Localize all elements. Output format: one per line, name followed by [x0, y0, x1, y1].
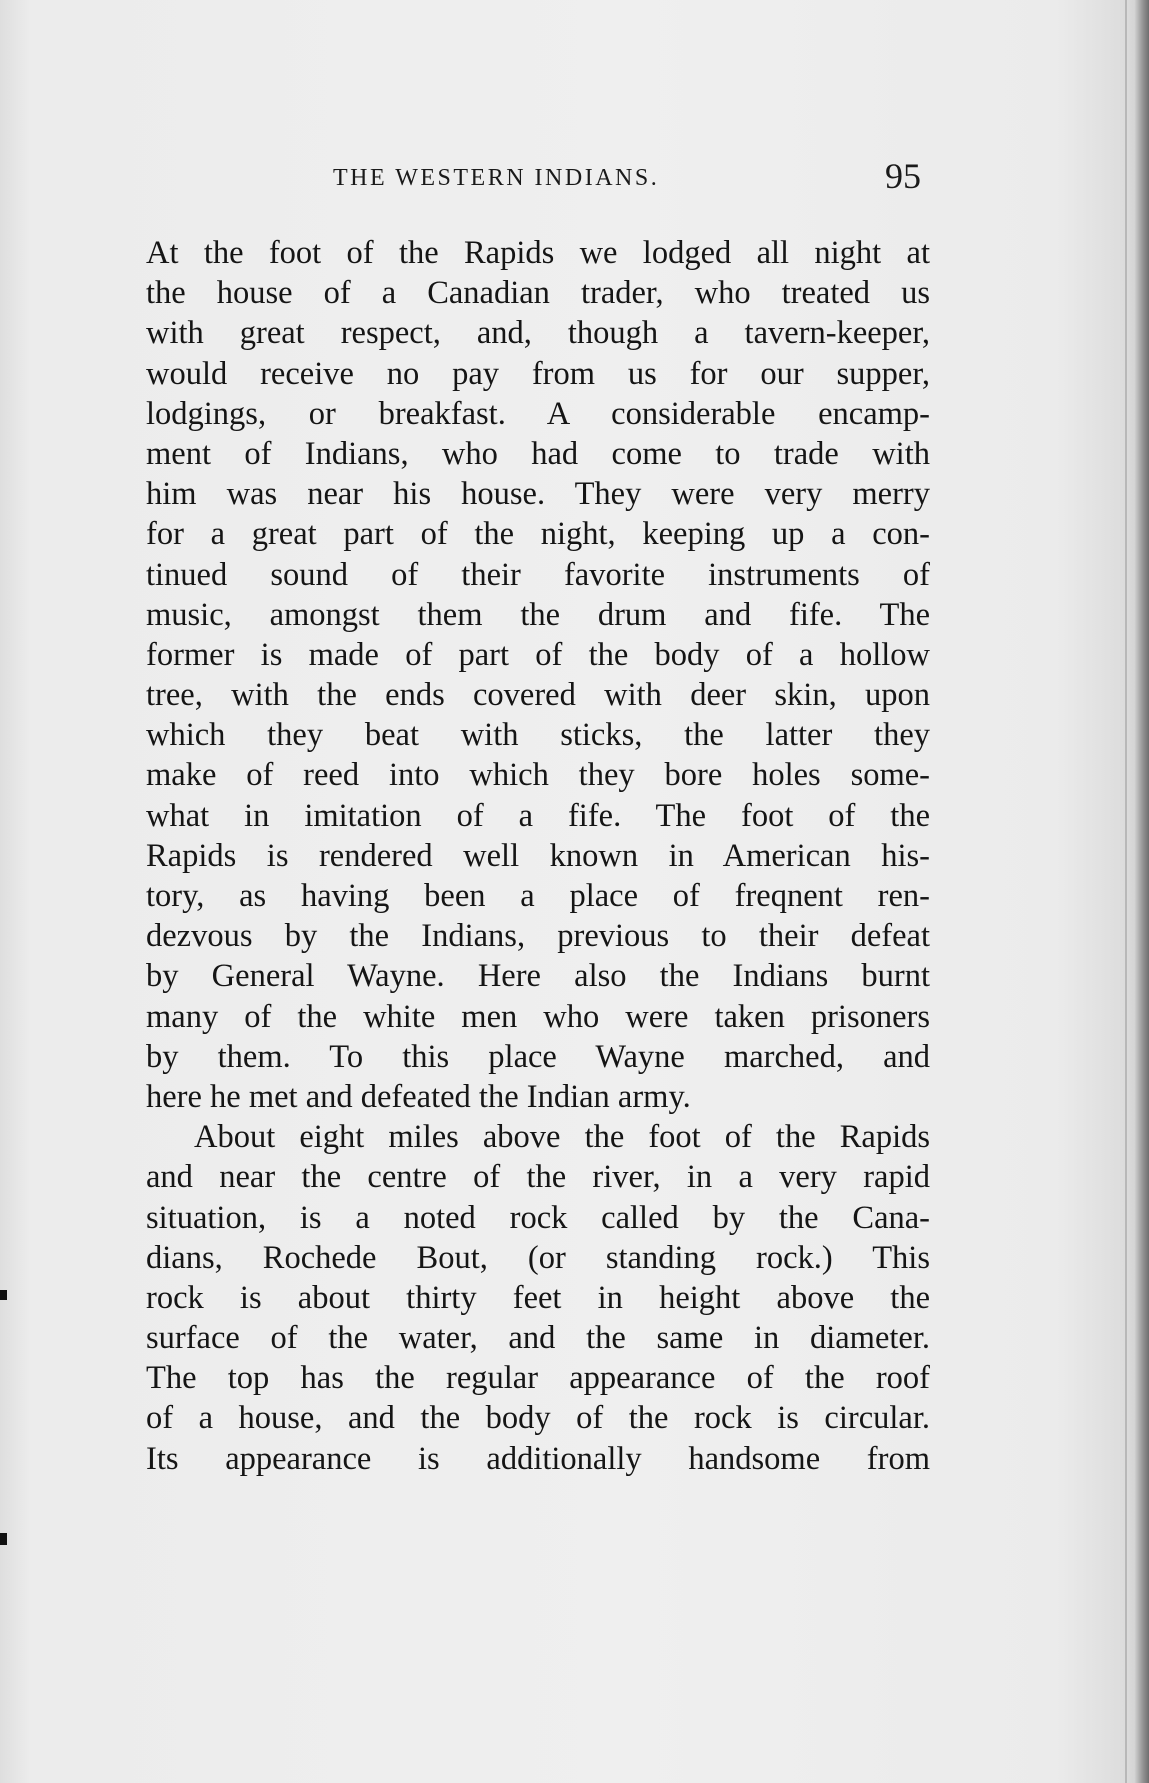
page-header	[145, 155, 925, 205]
text-line: former is made of part of the body of a hollow	[146, 636, 930, 673]
text-line: of a house, and the body of the rock is circular.	[146, 1400, 930, 1437]
text-line: The top has the regular appearance of the roof	[146, 1360, 930, 1397]
running-title: THE WESTERN INDIANS.	[333, 165, 660, 191]
page-number: 95	[885, 156, 921, 196]
page-edge-shadow	[1135, 0, 1149, 1783]
text-line: At the foot of the Rapids we lodged all night at	[146, 235, 930, 271]
text-line: dians, Rochede Bout, (or standing rock.) This	[146, 1239, 930, 1276]
text-line: music, amongst them the drum and fife. The	[146, 596, 930, 633]
text-line: and near the centre of the river, in a very rapid	[146, 1159, 930, 1196]
text-line: by General Wayne. Here also the Indians burnt	[146, 958, 930, 995]
text-line: what in imitation of a fife. The foot of the	[146, 797, 930, 834]
text-line: About eight miles above the foot of the Rapids	[194, 1119, 930, 1156]
text-line: which they beat with sticks, the latter they	[146, 717, 930, 754]
text-line: with great respect, and, though a tavern-keeper,	[146, 315, 930, 352]
text-line: Rapids is rendered well known in American his-	[146, 837, 930, 874]
text-line: the house of a Canadian trader, who treated us	[146, 275, 930, 312]
text-line: ment of Indians, who had come to trade with	[146, 435, 930, 472]
text-line: many of the white men who were taken prisoners	[146, 998, 930, 1035]
text-line: by them. To this place Wayne marched, and	[146, 1038, 930, 1075]
page-edge-line	[1125, 0, 1127, 1783]
text-line: tory, as having been a place of freqnent ren-	[146, 878, 930, 914]
text-line: lodgings, or breakfast. A considerable encamp-	[146, 395, 930, 432]
text-line: tree, with the ends covered with deer skin, upon	[146, 677, 930, 714]
text-line: surface of the water, and the same in diameter.	[146, 1320, 930, 1357]
body-text	[146, 233, 930, 1479]
text-line: tinued sound of their favorite instruments of	[146, 556, 930, 593]
text-line: here he met and defeated the Indian army.	[146, 1078, 691, 1115]
binding-mark	[0, 1290, 7, 1300]
text-line: rock is about thirty feet in height above the	[146, 1279, 930, 1316]
text-line: would receive no pay from us for our supper,	[146, 355, 930, 392]
binding-mark	[0, 1533, 7, 1545]
text-line: dezvous by the Indians, previous to their defeat	[146, 918, 930, 955]
text-line: make of reed into which they bore holes some-	[146, 757, 930, 794]
text-line: Its appearance is additionally handsome from	[146, 1440, 930, 1477]
text-line: for a great part of the night, keeping up a con-	[146, 516, 930, 553]
text-line: situation, is a noted rock called by the Cana-	[146, 1199, 930, 1236]
text-line: him was near his house. They were very merry	[146, 476, 930, 513]
paragraph-2	[146, 1117, 930, 1479]
paragraph-1	[146, 233, 930, 1117]
